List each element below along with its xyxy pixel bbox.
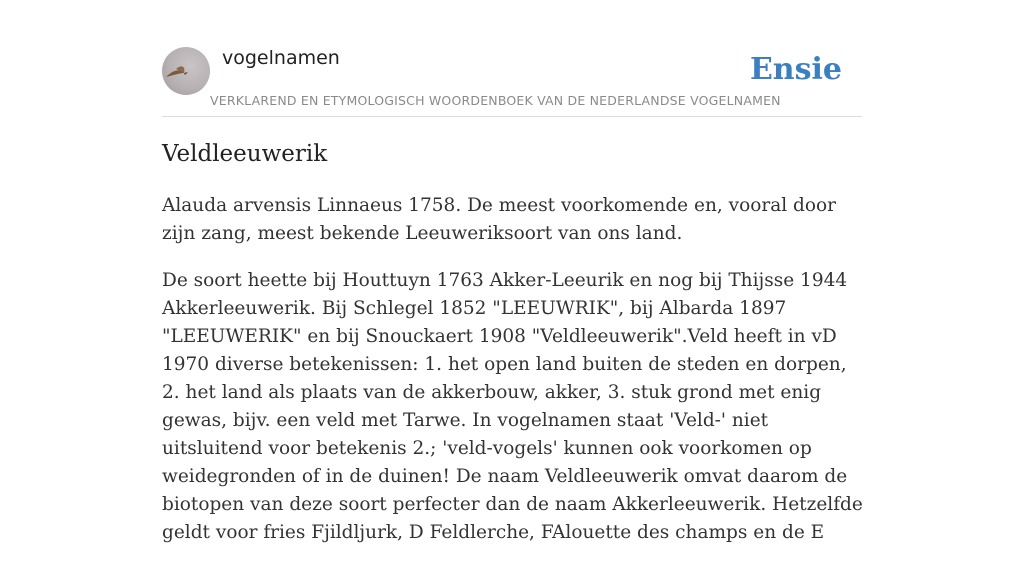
entry-paragraph: Alauda arvensis Linnaeus 1758. De meest voorkomende en, vooral door zijn zang, meest bekende Leeuweriksoort van ons land. — [162, 195, 836, 244]
entry-paragraph: De soort heette bij Houttuyn 1763 Akker-Leeurik en nog bij Thijsse 1944 Akkerleeuwerik. Bij Schlegel 1852 "LEEUWRIK", bij Albarda 1897 "LEEUWERIK" en bij Snouckaert 1908 "Veldleeuwerik".Veld heeft in vD 1970 diverse betekenissen: 1. het open land buiten de steden en dorpen, 2. het land als plaats van de akkerbouw, akker, 3. stuk grond met enig gewas, bijv. een veld met Tarwe. In vogelnamen staat 'Veld-' niet uitsluitend voor betekenis 2.; 'veld-vogels' kunnen ook voorkomen op weidegronden of in de duinen! De naam Veldleeuwerik omvat daarom de biotopen van deze soort perfecter dan de naam Akkerleeuwerik. Hetzelfde geldt voor fries Fjildljurk, D Feldlerche, FAlouette des champs en de E — [162, 270, 863, 543]
bird-avatar-icon[interactable] — [162, 47, 210, 95]
entry-title: Veldleeuwerik — [162, 141, 328, 167]
ensie-logo[interactable]: Ensie — [749, 52, 842, 87]
dictionary-header — [162, 44, 862, 117]
dictionary-name[interactable]: vogelnamen — [222, 47, 340, 69]
entry — [162, 138, 866, 566]
dictionary-subtitle: VERKLAREND EN ETYMOLOGISCH WOORDENBOEK VAN DE NEDERLANDSE VOGELNAMEN — [210, 93, 781, 108]
